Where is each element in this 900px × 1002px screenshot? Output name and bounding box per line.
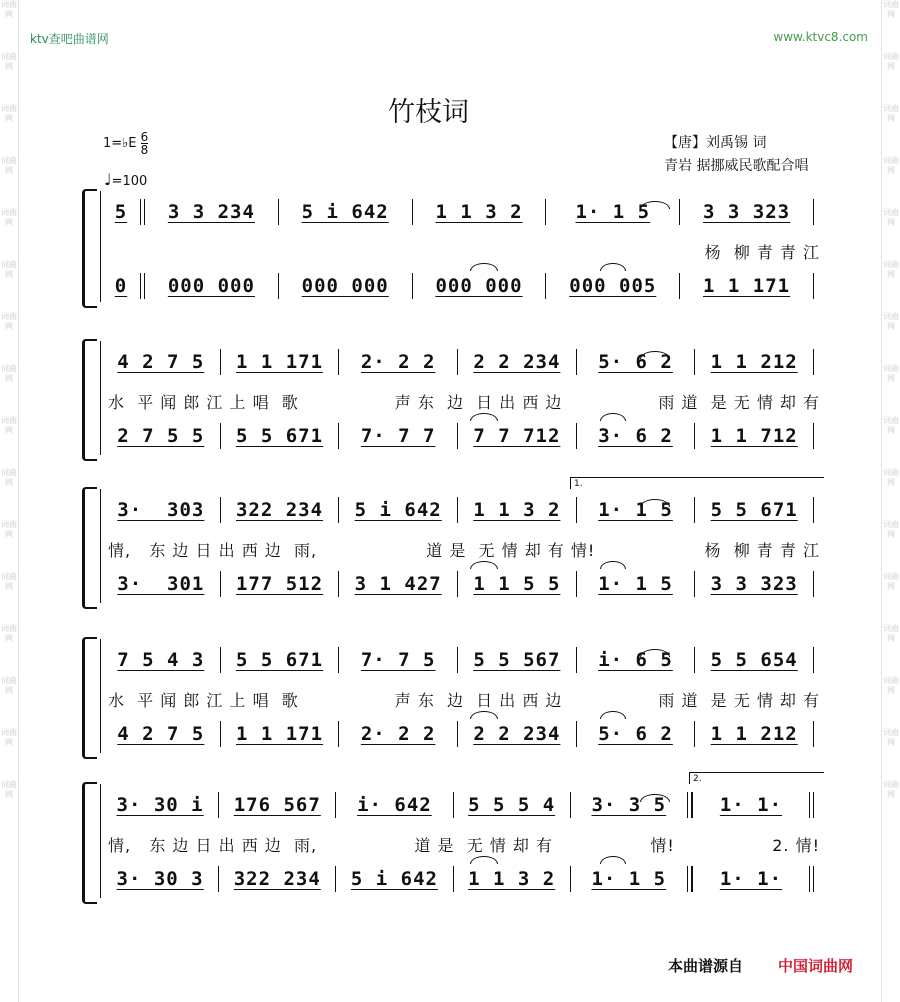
measure: i· 6 5 [598, 649, 673, 671]
measure: 322 234 [233, 868, 321, 890]
bar-line [694, 349, 695, 375]
measure: 1 1 3 2 [468, 868, 556, 890]
slur-mark [600, 711, 626, 719]
system-start-line [100, 191, 101, 302]
bar-line [457, 497, 458, 523]
measure: 5 5 567 [473, 649, 561, 671]
bar-line [140, 199, 145, 225]
system-start-line [100, 784, 101, 898]
upper-voice-line [108, 788, 820, 822]
lyric-phrase: 水 平 闻 郎 江 上 唱 歌 [108, 393, 299, 412]
bar-line [679, 199, 680, 225]
volta-bracket: 2. [689, 772, 824, 784]
bar-line [335, 866, 336, 892]
bar-line [576, 423, 577, 449]
measure: 5· 6 2 [598, 723, 673, 745]
bar-line [338, 571, 339, 597]
system-brace [82, 487, 97, 609]
bar-line [694, 571, 695, 597]
measure: 000 005 [569, 275, 657, 297]
lyrics-line [108, 390, 820, 413]
bar-line [220, 647, 221, 673]
bar-line [220, 721, 221, 747]
measure: 1· 1· [719, 794, 783, 816]
upper-voice-line [108, 345, 820, 379]
lower-voice-line [108, 419, 820, 453]
bar-line [813, 273, 814, 299]
measure: 5 i 642 [301, 201, 389, 223]
bar-line [809, 792, 814, 818]
measure: 3· 301 [117, 573, 205, 595]
system-brace [82, 339, 97, 461]
lower-voice-line [108, 862, 820, 896]
measure: 5 5 654 [710, 649, 798, 671]
lower-voice-line [108, 567, 820, 601]
measure: 3· 30 3 [116, 868, 204, 890]
bar-line [694, 423, 695, 449]
lyric-phrase: 雨 道 是 无 情 却 有 [658, 691, 820, 710]
measure: i· 642 [357, 794, 432, 816]
bar-line [140, 273, 145, 299]
measure: 000 000 [301, 275, 389, 297]
measure: 176 567 [233, 794, 321, 816]
system-brace [82, 637, 97, 759]
bar-line [457, 647, 458, 673]
slur-mark [600, 263, 626, 271]
measure: 4 2 7 5 [117, 723, 205, 745]
slur-mark [600, 856, 626, 864]
measure: 0 [114, 275, 128, 297]
lyric-phrase: 情! [650, 836, 675, 855]
bar-line [220, 349, 221, 375]
measure: 3· 30 i [116, 794, 204, 816]
measure: 1 1 171 [235, 351, 324, 373]
measure: 1 1 3 2 [435, 201, 523, 223]
bar-line [813, 349, 814, 375]
measure: 000 000 [167, 275, 255, 297]
measure: 5 [114, 201, 128, 223]
bar-line [338, 423, 339, 449]
measure: 5 i 642 [350, 868, 438, 890]
measure: 1· 1 5 [598, 499, 673, 521]
watermark-strip-left: 词曲网 词曲网 词曲网 词曲网 词曲网 词曲网 词曲网 词曲网 词曲网 词曲网 词曲网 词曲网 词曲网 词曲网 词曲网 词曲网 [0, 0, 19, 1002]
bar-line [457, 721, 458, 747]
lyric-phrase: 雨 道 是 无 情 却 有 [658, 393, 820, 412]
slur-mark [600, 561, 626, 569]
bar-line [412, 199, 413, 225]
slur-mark [600, 413, 626, 421]
bar-line [679, 273, 680, 299]
bar-line [453, 792, 454, 818]
bar-line [457, 349, 458, 375]
lyric-phrase: 声 东 边 日 出 西 边 [394, 691, 563, 710]
system-brace [82, 189, 97, 308]
lower-voice-line [108, 717, 820, 751]
measure: 5· 6 2 [598, 351, 673, 373]
measure: 1· 1 5 [591, 868, 667, 890]
score-system [80, 774, 820, 906]
bar-line [813, 647, 814, 673]
slur-mark [470, 711, 498, 719]
measure: 1 1 171 [703, 275, 791, 297]
time-signature: $\frac{6}{8}$ [140, 130, 149, 157]
bar-line [687, 792, 693, 818]
bar-line [813, 423, 814, 449]
bar-line [809, 866, 814, 892]
lyric-phrase: 杨 柳 青 青 江 [704, 243, 820, 262]
measure: 5 i 642 [354, 499, 442, 521]
bar-line [694, 497, 695, 523]
song-title: 竹枝词 [388, 97, 469, 128]
bar-line [576, 497, 577, 523]
slur-mark [470, 561, 498, 569]
lyric-phrase: 道 是 无 情 却 有 [414, 836, 553, 855]
system-start-line [100, 639, 101, 753]
bar-line [545, 199, 546, 225]
upper-voice-line [108, 195, 820, 229]
bar-line [278, 273, 279, 299]
bar-line [338, 721, 339, 747]
measure: 1· 1· [719, 868, 783, 890]
bar-line [457, 571, 458, 597]
composer-credit: 青岩 据挪威民歌配合唱 [664, 158, 809, 174]
bar-line [335, 792, 336, 818]
measure: 7 5 4 3 [117, 649, 205, 671]
lyricist-credit: 【唐】刘禹锡 词 [664, 135, 767, 151]
measure: 2· 2 2 [360, 351, 436, 373]
bar-line [687, 866, 693, 892]
measure: 2 2 234 [473, 351, 561, 373]
measure: 5 5 671 [235, 425, 324, 447]
lyrics-line [108, 538, 820, 561]
slur-mark [470, 413, 498, 421]
measure: 5 5 5 4 [468, 794, 556, 816]
bar-line [338, 647, 339, 673]
slur-mark [470, 856, 498, 864]
lyric-phrase: 情, 东 边 日 出 西 边 雨, [108, 836, 318, 855]
bar-line [220, 571, 221, 597]
measure: 1 1 3 2 [473, 499, 561, 521]
measure: 5 5 671 [710, 499, 798, 521]
measure: 1· 1 5 [575, 201, 651, 223]
lyrics-line [108, 240, 820, 263]
measure: 322 234 [235, 499, 324, 521]
bar-line [576, 721, 577, 747]
system-start-line [100, 341, 101, 455]
lyrics-line [108, 688, 820, 711]
measure: 5 5 671 [235, 649, 324, 671]
watermark-strip-right: 词曲网 词曲网 词曲网 词曲网 词曲网 词曲网 词曲网 词曲网 词曲网 词曲网 词曲网 词曲网 词曲网 词曲网 词曲网 词曲网 [881, 0, 900, 1002]
measure: 3· 303 [117, 499, 205, 521]
bar-line [570, 866, 571, 892]
lyric-phrase: 声 东 边 日 出 西 边 [394, 393, 563, 412]
measure: 3 1 427 [354, 573, 442, 595]
bar-line [813, 497, 814, 523]
key-signature: 1=♭E $\frac{6}{8}$ [103, 130, 149, 157]
bar-line [813, 199, 814, 225]
lyric-phrase: 情, 东 边 日 出 西 边 雨, [108, 541, 318, 560]
tempo-marking: ♩=100 [104, 170, 148, 189]
lyric-phrase: 水 平 闻 郎 江 上 唱 歌 [108, 691, 299, 710]
measure: 177 512 [235, 573, 324, 595]
measure: 1 1 212 [710, 723, 798, 745]
bar-line [220, 423, 221, 449]
measure: 1 1 171 [235, 723, 324, 745]
upper-voice-line [108, 493, 820, 527]
measure: 1 1 212 [710, 351, 798, 373]
measure: 2 2 234 [473, 723, 561, 745]
bar-line [338, 349, 339, 375]
measure: 7 7 712 [473, 425, 561, 447]
measure: 3 3 323 [710, 573, 798, 595]
score-system [80, 633, 820, 761]
measure: 1 1 5 5 [473, 573, 561, 595]
measure: 7· 7 5 [360, 649, 436, 671]
bar-line [576, 647, 577, 673]
measure: 7· 7 7 [360, 425, 436, 447]
site-url-right[interactable]: www.ktvc8.com [773, 30, 868, 44]
bar-line [813, 721, 814, 747]
bar-line [694, 721, 695, 747]
site-name-left[interactable]: ktv查吧曲谱网 [30, 32, 109, 46]
measure: 3 3 323 [703, 201, 791, 223]
measure: 4 2 7 5 [117, 351, 205, 373]
upper-voice-line [108, 643, 820, 677]
bar-line [218, 866, 219, 892]
bar-line [278, 199, 279, 225]
bar-line [813, 571, 814, 597]
lower-voice-line [108, 269, 820, 303]
footer-source-label: 本曲谱源自 [668, 957, 744, 975]
measure: 1· 1 5 [598, 573, 673, 595]
quarter-note-icon: ♩ [104, 170, 112, 189]
lyrics-line [108, 833, 820, 856]
footer-source-link[interactable]: 中国词曲网 [778, 957, 854, 975]
measure: 1 1 712 [710, 425, 798, 447]
bar-line [694, 647, 695, 673]
measure: 3· 3 5 [591, 794, 667, 816]
bar-line [570, 792, 571, 818]
bar-line [412, 273, 413, 299]
measure: 3 3 234 [167, 201, 255, 223]
system-brace [82, 782, 97, 904]
bar-line [576, 571, 577, 597]
bar-line [338, 497, 339, 523]
measure: 2 7 5 5 [117, 425, 205, 447]
slur-mark [470, 263, 498, 271]
bar-line [218, 792, 219, 818]
measure: 000 000 [435, 275, 523, 297]
system-start-line [100, 489, 101, 603]
bar-line [576, 349, 577, 375]
score-system [80, 335, 820, 463]
score-system [80, 479, 820, 611]
bar-line [457, 423, 458, 449]
bar-line [220, 497, 221, 523]
lyric-phrase: 2. 情! [772, 836, 820, 855]
measure: 3· 6 2 [598, 425, 673, 447]
bar-line [545, 273, 546, 299]
measure: 2· 2 2 [360, 723, 436, 745]
score-system [80, 185, 820, 310]
volta-bracket: 1. [570, 477, 824, 489]
lyric-phrase: 杨 柳 青 青 江 [704, 541, 820, 560]
bar-line [453, 866, 454, 892]
lyric-phrase: 道 是 无 情 却 有 情! [426, 541, 596, 560]
